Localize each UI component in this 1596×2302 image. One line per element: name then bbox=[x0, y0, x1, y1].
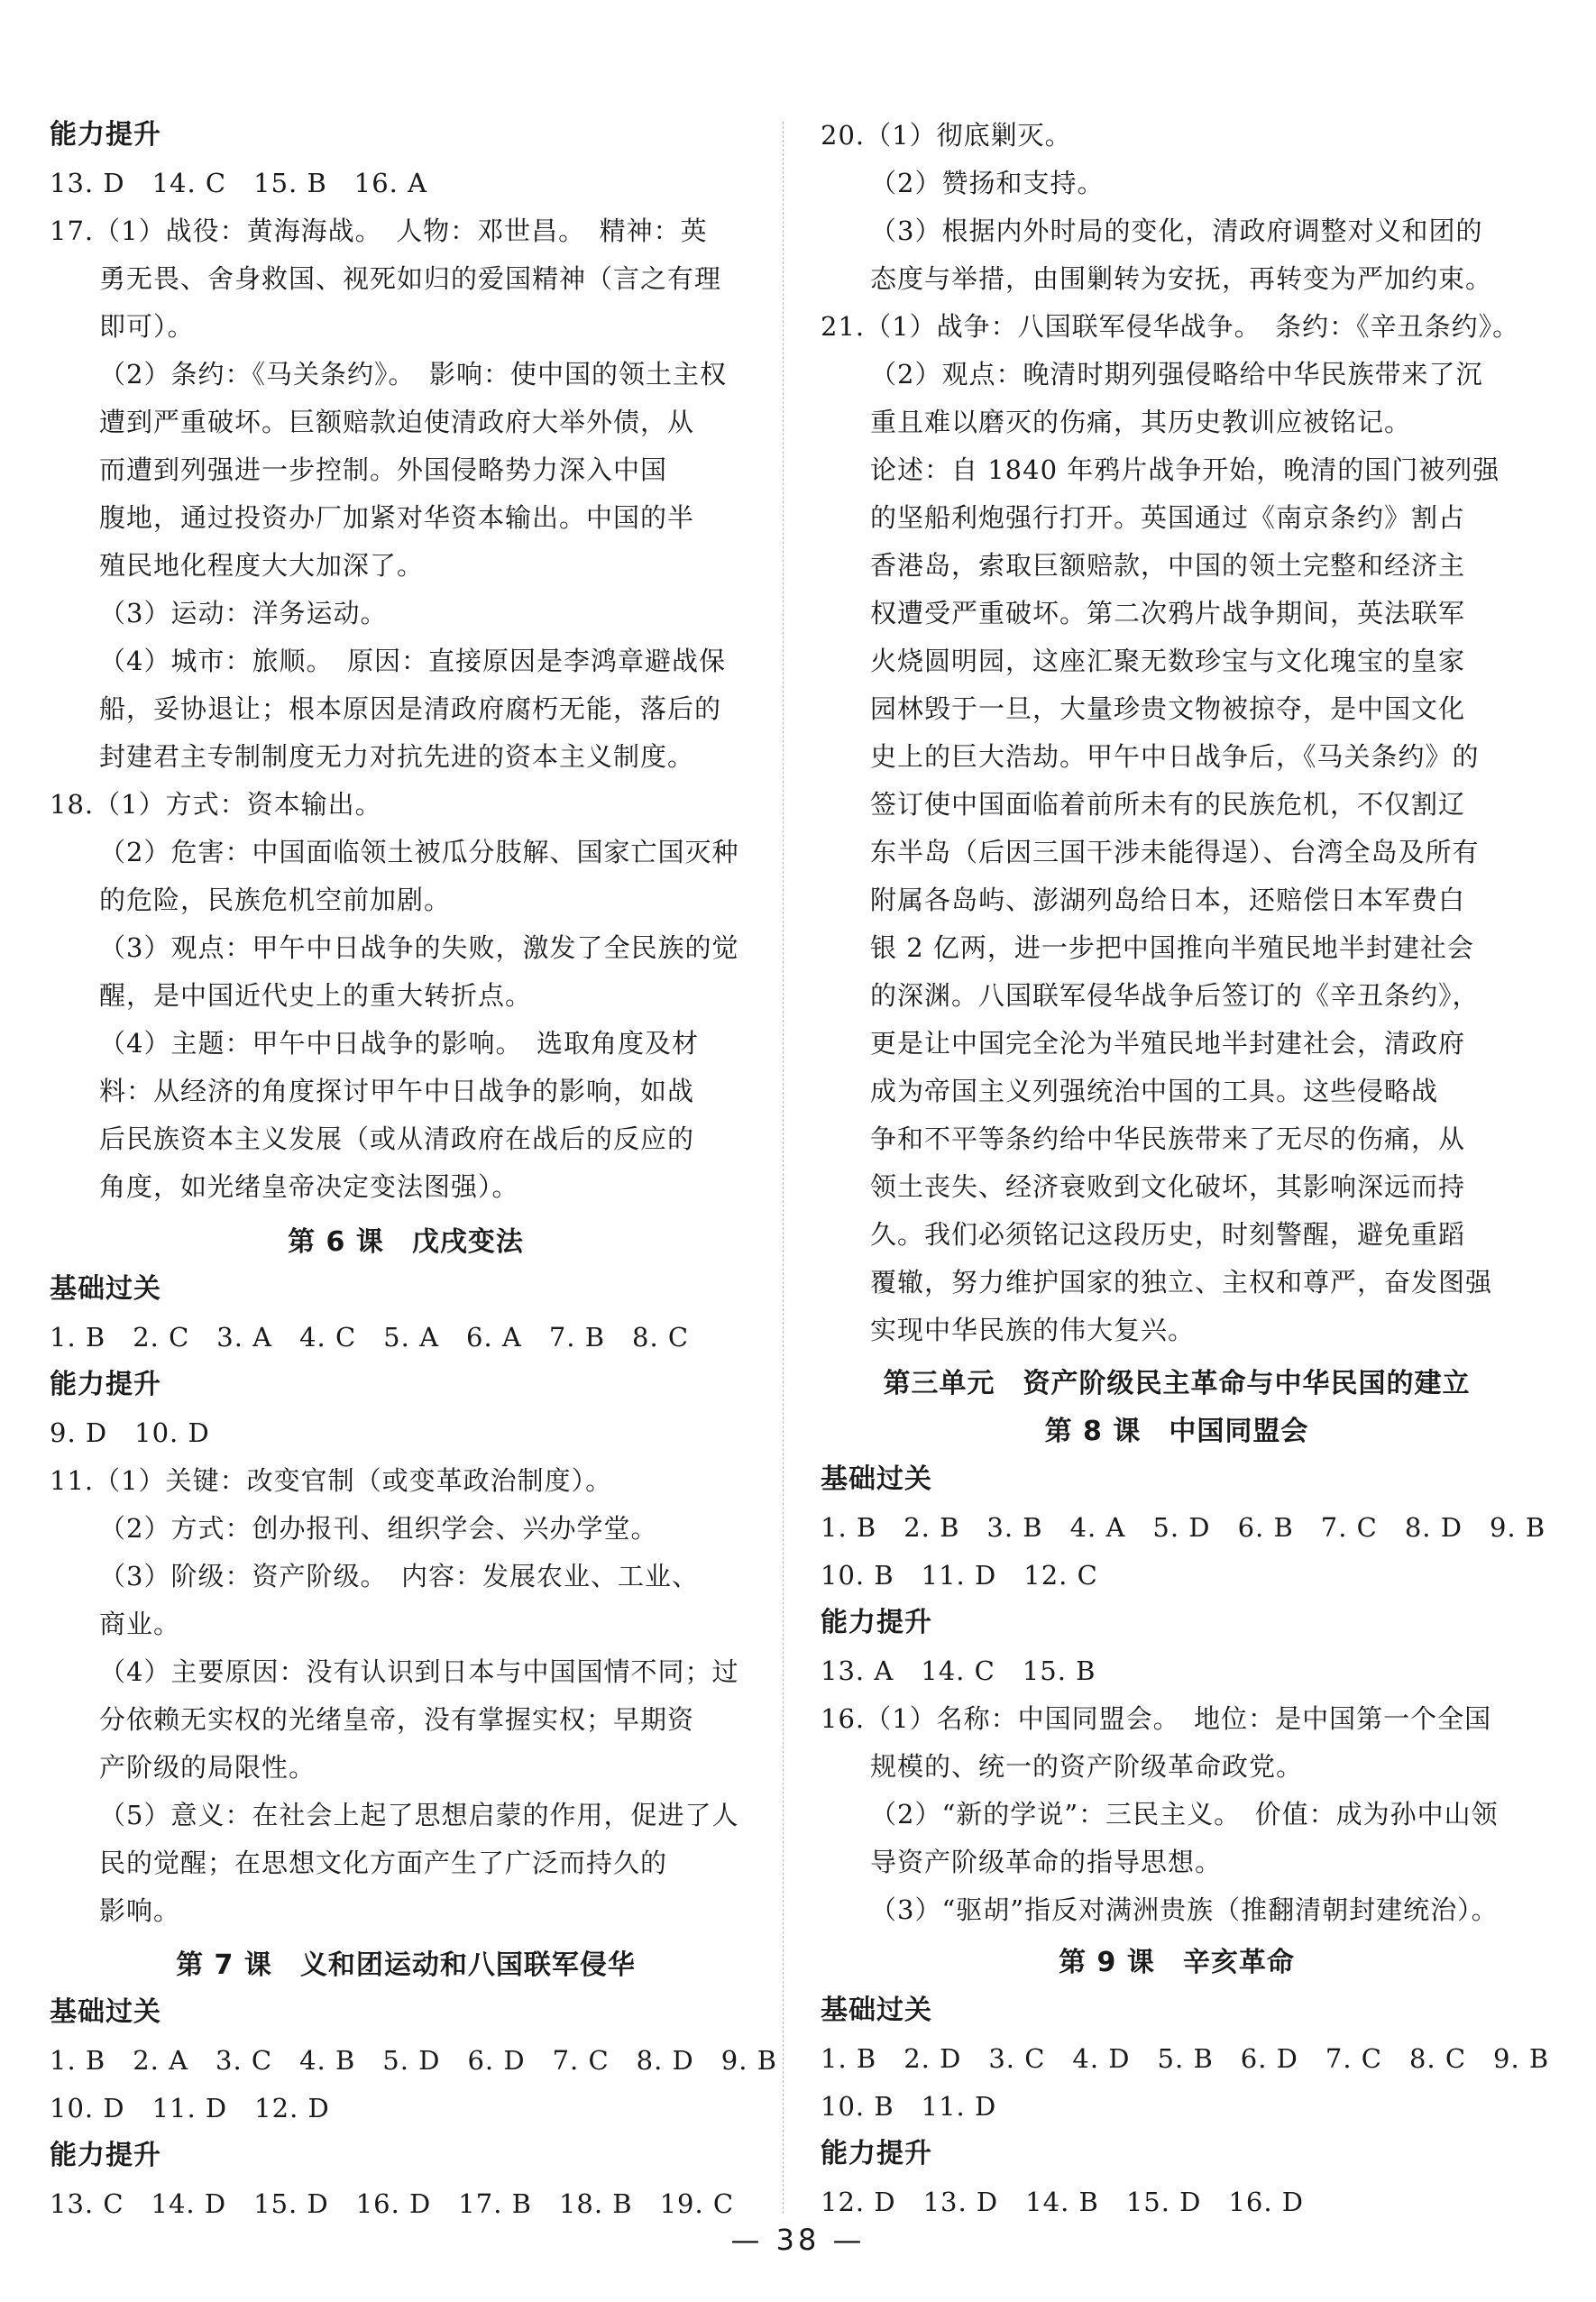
answer-line: （3）运动：洋务运动。 bbox=[99, 598, 388, 628]
answer-line: 争和不平等条约给中华民族带来了无尽的伤痛，从 bbox=[870, 1123, 1466, 1154]
answer-line: 12. D 13. D 14. B 15. D 16. D bbox=[821, 2187, 1305, 2217]
page-number: — 38 — bbox=[730, 2223, 866, 2257]
answer-line: （2）条约：《马关条约》。 影响：使中国的领土主权 bbox=[99, 359, 727, 390]
answer-line: 论述：自 1840 年鸦片战争开始，晚清的国门被列强 bbox=[870, 454, 1500, 485]
answer-line: 13. D 14. C 15. B 16. A bbox=[50, 168, 428, 198]
answer-line: 园林毁于一旦，大量珍贵文物被掠夺，是中国文化 bbox=[870, 693, 1466, 724]
column-divider bbox=[783, 122, 784, 2214]
answer-line: 醒，是中国近代史上的重大转折点。 bbox=[99, 980, 533, 1011]
answer-line: 更是让中国完全沦为半殖民地半封建社会，清政府 bbox=[870, 1028, 1466, 1059]
lesson-title: 第 9 课 辛亥革命 bbox=[1059, 1947, 1295, 1978]
answer-line: （2）危害：中国面临领土被瓜分肢解、国家亡国灭种 bbox=[99, 837, 739, 867]
answer-line: 商业。 bbox=[99, 1609, 181, 1639]
answer-line: 的深渊。八国联军侵华战争后签订的《辛丑条约》， bbox=[870, 980, 1480, 1011]
section-heading: 基础过关 bbox=[50, 1273, 161, 1305]
answer-line: 的危险，民族危机空前加剧。 bbox=[99, 885, 452, 915]
answer-line: 态度与举措，由围剿转为安抚，再转变为严加约束。 bbox=[870, 263, 1493, 294]
answer-line: 殖民地化程度大大加深了。 bbox=[99, 550, 425, 581]
answer-line: （4）主题：甲午中日战争的影响。 选取角度及材 bbox=[99, 1028, 699, 1059]
answer-line: 覆辙，努力维护国家的独立、主权和尊严，奋发图强 bbox=[870, 1267, 1493, 1298]
answer-line: 10. B 11. D 12. C bbox=[821, 1560, 1098, 1591]
answer-line: 实现中华民族的伟大复兴。 bbox=[870, 1315, 1196, 1345]
answer-line: （3）根据内外时局的变化，清政府调整对义和团的 bbox=[870, 216, 1483, 246]
answer-line: 1. B 2. C 3. A 4. C 5. A 6. A 7. B 8. C bbox=[50, 1322, 690, 1353]
answer-line: 11.（1）关键：改变官制（或变革政治制度）。 bbox=[50, 1465, 613, 1496]
answer-line: 签订使中国面临着前所未有的民族危机，不仅割辽 bbox=[870, 789, 1466, 820]
answer-line: 的坚船利炮强行打开。英国通过《南京条约》割占 bbox=[870, 502, 1466, 533]
answer-line: （2）方式：创办报刊、组织学会、兴办学堂。 bbox=[99, 1513, 658, 1544]
answer-line: 史上的巨大浩劫。甲午中日战争后，《马关条约》的 bbox=[870, 741, 1480, 772]
answer-line: 1. B 2. B 3. B 4. A 5. D 6. B 7. C 8. D 9. B bbox=[821, 1512, 1546, 1543]
answer-line: （5）意义：在社会上起了思想启蒙的作用，促进了人 bbox=[99, 1800, 739, 1830]
answer-line: （2）观点：晚清时期列强侵略给中华民族带来了沉 bbox=[870, 359, 1483, 390]
answer-line: 腹地，通过投资办厂加紧对华资本输出。中国的半 bbox=[99, 502, 695, 533]
answer-line: 火烧圆明园，这座汇聚无数珍宝与文化瑰宝的皇家 bbox=[870, 646, 1466, 676]
answer-line: 16.（1）名称：中国同盟会。 地位：是中国第一个全国 bbox=[821, 1703, 1492, 1734]
lesson-title: 第 7 课 义和团运动和八国联军侵华 bbox=[176, 1949, 636, 1981]
answer-line: 遭到严重破坏。巨额赔款迫使清政府大举外债，从 bbox=[99, 407, 695, 437]
answer-line: 产阶级的局限性。 bbox=[99, 1752, 316, 1783]
answer-line: 民的觉醒；在思想文化方面产生了广泛而持久的 bbox=[99, 1848, 668, 1878]
answer-line: （4）主要原因：没有认识到日本与中国国情不同；过 bbox=[99, 1656, 739, 1687]
answer-line: 规模的、统一的资产阶级革命政党。 bbox=[870, 1751, 1304, 1782]
answer-line: 17.（1）战役：黄海海战。 人物：邓世昌。 精神：英 bbox=[50, 216, 708, 246]
section-heading: 能力提升 bbox=[821, 1607, 932, 1638]
answer-line: （4）城市：旅顺。 原因：直接原因是李鸿章避战保 bbox=[99, 646, 726, 676]
answer-line: 久。我们必须铭记这段历史，时刻警醒，避免重蹈 bbox=[870, 1219, 1466, 1250]
answer-line: 13. C 14. D 15. D 16. D 17. B 18. B 19. C bbox=[50, 2188, 735, 2219]
answer-line: 东半岛（后因三国干涉未能得逞）、台湾全岛及所有 bbox=[870, 837, 1480, 867]
answer-line: 1. B 2. D 3. C 4. D 5. B 6. D 7. C 8. C 9. B bbox=[821, 2043, 1550, 2074]
section-heading: 基础过关 bbox=[50, 1996, 161, 2028]
answer-line: 分依赖无实权的光绪皇帝，没有掌握实权；早期资 bbox=[99, 1704, 695, 1735]
unit-title: 第三单元 资产阶级民主革命与中华民国的建立 bbox=[883, 1368, 1471, 1399]
section-heading: 基础过关 bbox=[821, 1995, 932, 2026]
answer-line: （3）观点：甲午中日战争的失败，激发了全民族的觉 bbox=[99, 932, 739, 963]
answer-line: 银 2 亿两，进一步把中国推向半殖民地半封建社会 bbox=[870, 932, 1474, 963]
answer-line: 20.（1）彻底剿灭。 bbox=[821, 120, 1072, 151]
answer-line: 成为帝国主义列强统治中国的工具。这些侵略战 bbox=[870, 1076, 1439, 1106]
section-heading: 能力提升 bbox=[50, 1369, 161, 1400]
answer-line: 后民族资本主义发展（或从清政府在战后的反应的 bbox=[99, 1123, 695, 1154]
answer-line: 导资产阶级革命的指导思想。 bbox=[870, 1847, 1223, 1877]
answer-line: 10. B 11. D bbox=[821, 2091, 997, 2122]
answer-line: 权遭受严重破坏。第二次鸦片战争期间，英法联军 bbox=[870, 598, 1466, 628]
section-heading: 能力提升 bbox=[50, 119, 161, 151]
answer-line: 18.（1）方式：资本输出。 bbox=[50, 789, 382, 820]
answer-line: 影响。 bbox=[99, 1895, 181, 1926]
lesson-title: 第 8 课 中国同盟会 bbox=[1044, 1416, 1309, 1447]
answer-line: 香港岛，索取巨额赔款，中国的领土完整和经济主 bbox=[870, 550, 1466, 581]
section-heading: 能力提升 bbox=[50, 2140, 161, 2171]
answer-line: 领土丧失、经济衰败到文化破坏，其影响深远而持 bbox=[870, 1171, 1466, 1202]
section-heading: 基础过关 bbox=[821, 1463, 932, 1495]
answer-line: 勇无畏、舍身救国、视死如归的爱国精神（言之有理 bbox=[99, 263, 722, 294]
section-heading: 能力提升 bbox=[821, 2138, 932, 2169]
answer-line: 即可）。 bbox=[99, 311, 195, 342]
answer-line: 料：从经济的角度探讨甲午中日战争的影响，如战 bbox=[99, 1076, 695, 1106]
answer-line: 13. A 14. C 15. B bbox=[821, 1655, 1096, 1686]
answer-line: 角度，如光绪皇帝决定变法图强）。 bbox=[99, 1171, 519, 1202]
answer-line: （2）“新的学说”：三民主义。 价值：成为孙中山领 bbox=[870, 1799, 1499, 1830]
answer-line: 而遭到列强进一步控制。外国侵略势力深入中国 bbox=[99, 454, 668, 485]
answer-line: （3）“驱胡”指反对满洲贵族（推翻清朝封建统治）。 bbox=[870, 1894, 1499, 1925]
answer-line: （3）阶级：资产阶级。 内容：发展农业、工业、 bbox=[99, 1561, 699, 1591]
answer-line: 21.（1）战争：八国联军侵华战争。 条约：《辛丑条约》。 bbox=[821, 311, 1520, 342]
answer-line: 封建君主专制制度无力对抗先进的资本主义制度。 bbox=[99, 741, 695, 772]
answer-line: （2）赞扬和支持。 bbox=[870, 168, 1105, 198]
answer-line: 附属各岛屿、澎湖列岛给日本，还赔偿日本军费白 bbox=[870, 885, 1466, 915]
answer-line: 1. B 2. A 3. C 4. B 5. D 6. D 7. C 8. D 9. B bbox=[50, 2045, 777, 2076]
answer-line: 船，妥协退让；根本原因是清政府腐朽无能，落后的 bbox=[99, 693, 722, 724]
answer-line: 重且难以磨灭的伤痛，其历史教训应被铭记。 bbox=[870, 407, 1412, 437]
answer-line: 9. D 10. D bbox=[50, 1417, 210, 1448]
lesson-title: 第 6 课 戊戌变法 bbox=[288, 1226, 524, 1258]
answer-line: 10. D 11. D 12. D bbox=[50, 2093, 330, 2123]
